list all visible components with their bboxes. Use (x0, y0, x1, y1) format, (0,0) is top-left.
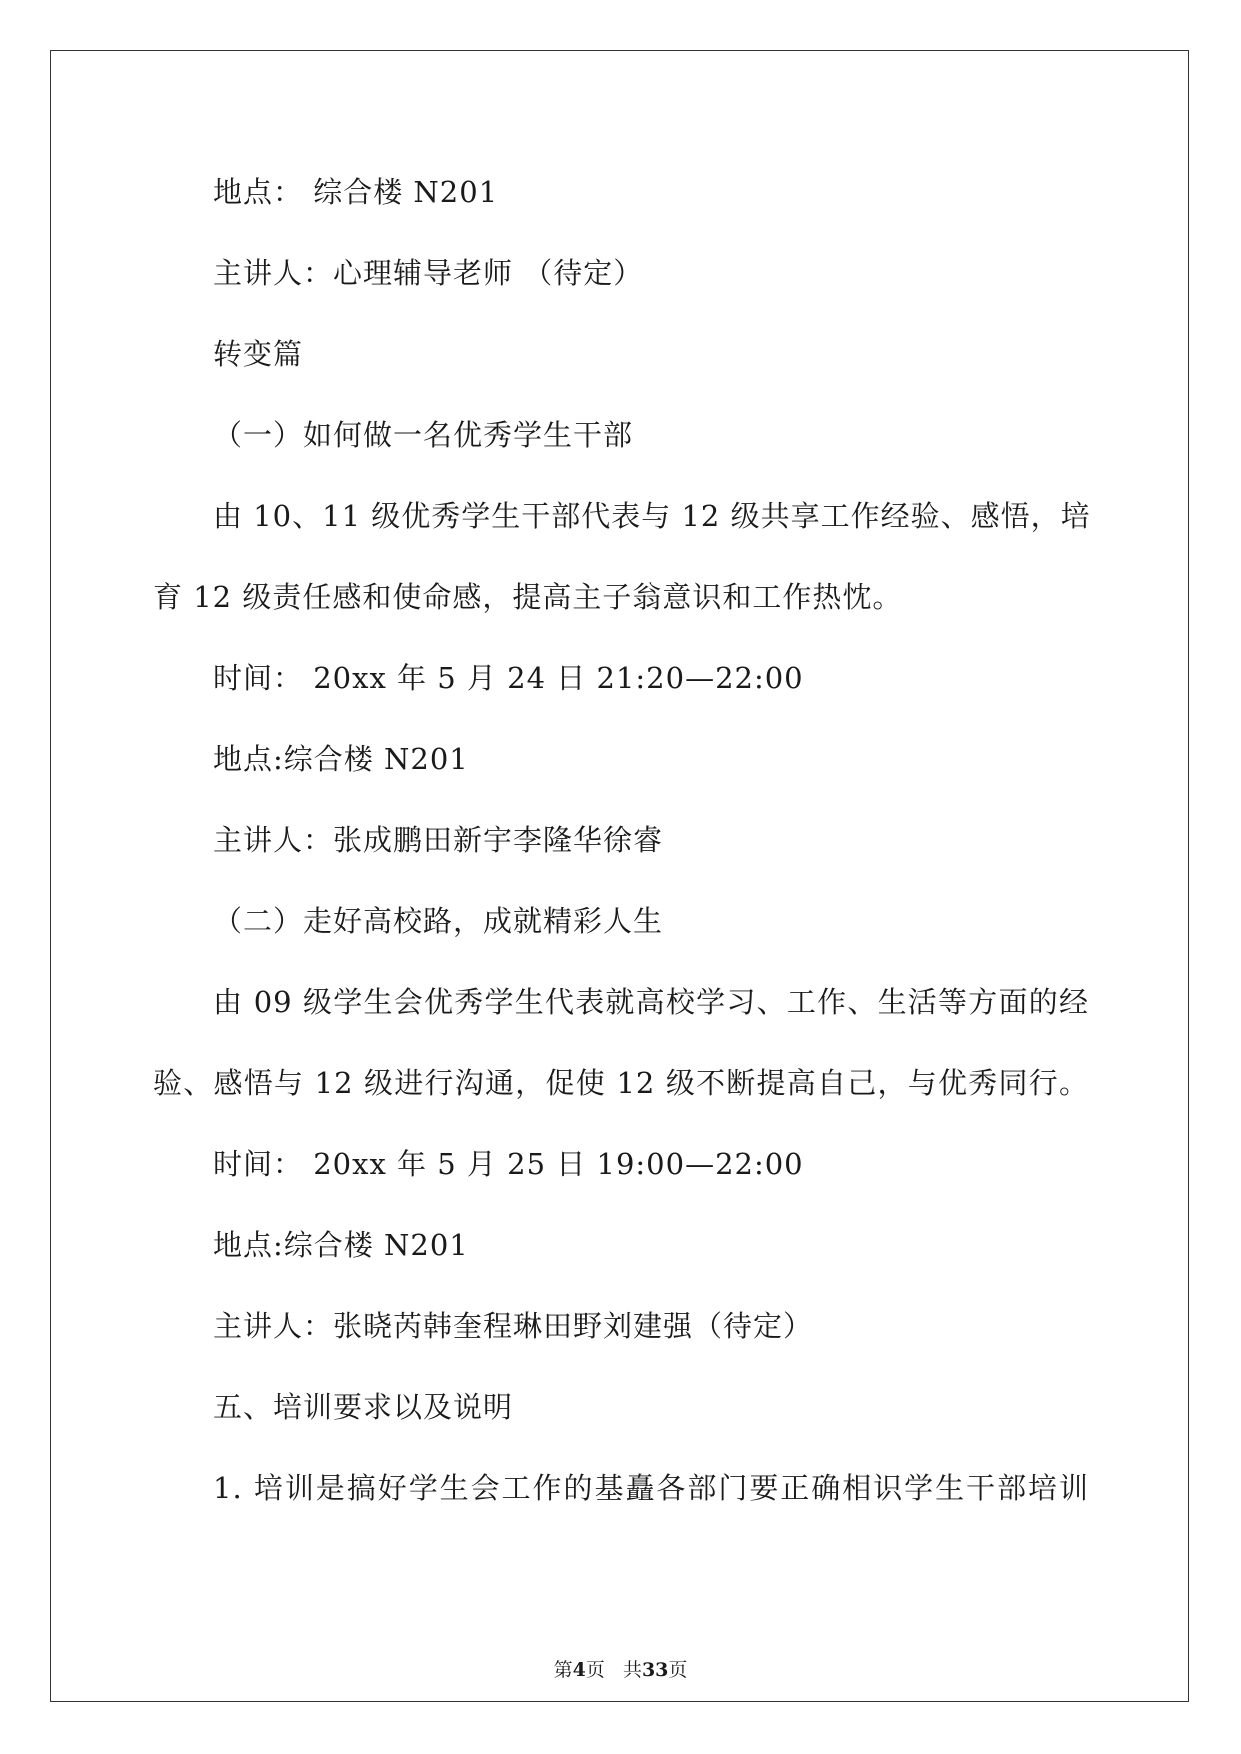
paragraph-2-line-2: 验、感悟与 12 级进行沟通，促使 12 级不断提高自己，与优秀同行。 (153, 1066, 1089, 1100)
speaker-line-3: 主讲人：张晓芮韩奎程琳田野刘建强（待定） (213, 1309, 814, 1343)
location-line-1: 地点： 综合楼 N201 (213, 175, 499, 209)
paragraph-2-line-1: 由 09 级学生会优秀学生代表就高校学习、工作、生活等方面的经 (213, 985, 1089, 1019)
time-line-2: 时间： 20xx 年 5 月 25 日 19:00—22:00 (213, 1147, 804, 1181)
speaker-line-1: 主讲人：心理辅导老师 （待定） (213, 256, 644, 290)
subsection-heading-1: （一）如何做一名优秀学生干部 (213, 418, 634, 452)
footer-middle: 页 共 (585, 1659, 642, 1681)
location-line-2: 地点:综合楼 N201 (213, 742, 469, 776)
footer-prefix: 第 (553, 1659, 573, 1681)
paragraph-1-line-2: 育 12 级责任感和使命感，提高主子翁意识和工作热忱。 (153, 580, 903, 614)
current-page-number: 4 (572, 1659, 586, 1681)
subsection-heading-2: （二）走好高校路，成就精彩人生 (213, 904, 664, 938)
page-border (50, 50, 1189, 1702)
section-heading-requirements: 五、培训要求以及说明 (213, 1390, 514, 1424)
requirement-item-1: 1. 培训是搞好学生会工作的基矗各部门要正确相识学生干部培训 (213, 1471, 1089, 1505)
location-line-3: 地点:综合楼 N201 (213, 1228, 469, 1262)
time-line-1: 时间： 20xx 年 5 月 24 日 21:20—22:00 (213, 661, 804, 695)
paragraph-1-line-1: 由 10、11 级优秀学生干部代表与 12 级共享工作经验、感悟，培 (213, 499, 1091, 533)
footer-suffix: 页 (668, 1659, 688, 1681)
total-page-count: 33 (641, 1659, 669, 1681)
section-heading-transition: 转变篇 (213, 337, 304, 371)
speaker-line-2: 主讲人：张成鹏田新宇李隆华徐睿 (213, 823, 664, 857)
page-footer (0, 1658, 1241, 1682)
